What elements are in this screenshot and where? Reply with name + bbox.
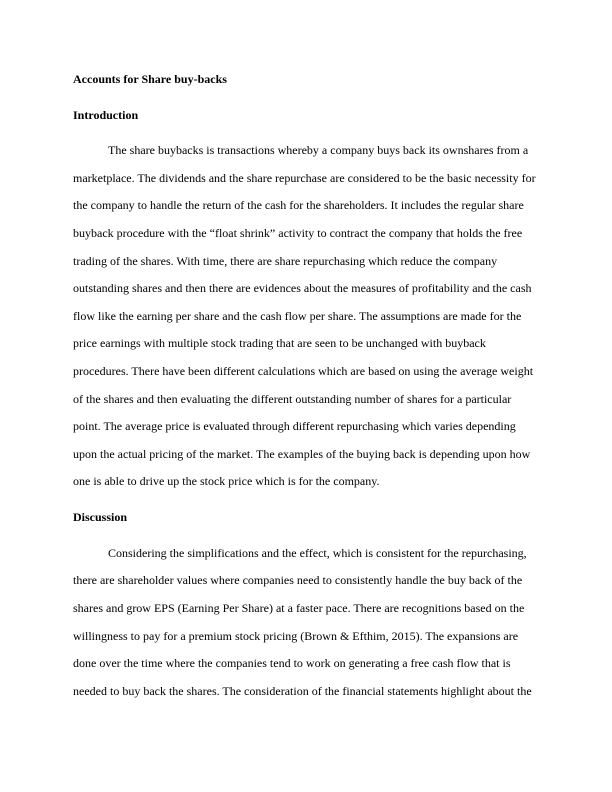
paragraph-line: Considering the simplifications and the effect, which is consistent for the repurchasing, [108, 546, 527, 560]
paragraph-line: trading of the shares. With time, there are share repurchasing which reduce the company [73, 254, 498, 268]
paragraph-line: upon the actual pricing of the market. The examples of the buying back is depending upon how [73, 447, 531, 461]
paragraph-line: the company to handle the return of the cash for the shareholders. It includes the regular share [73, 198, 524, 212]
document-title: Accounts for Share buy-backs [73, 72, 227, 86]
paragraph-line: of the shares and then evaluating the different outstanding number of shares for a particular [73, 392, 512, 406]
paragraph-line: willingness to pay for a premium stock pricing (Brown & Efthim, 2015). The expansions are [73, 629, 519, 643]
paragraph-line: shares and grow EPS (Earning Per Share) at a faster pace. There are recognitions based on the [73, 601, 525, 615]
paragraph-line: one is able to drive up the stock price which is for the company. [73, 474, 380, 488]
paragraph-line: outstanding shares and then there are evidences about the measures of profitability and the cash [73, 281, 532, 295]
paragraph-line: marketplace. The dividends and the share repurchase are considered to be the basic necessity for [73, 171, 536, 185]
paragraph-line: needed to buy back the shares. The consideration of the financial statements highlight about the [73, 684, 532, 698]
paragraph-line: price earnings with multiple stock trading that are seen to be unchanged with buyback [73, 336, 486, 350]
paragraph-line: point. The average price is evaluated through different repurchasing which varies depending [73, 419, 516, 433]
paragraph-line: flow like the earning per share and the cash flow per share. The assumptions are made for the [73, 309, 522, 323]
paragraph-line: done over the time where the companies tend to work on generating a free cash flow that is [73, 656, 511, 670]
paragraph-line: there are shareholder values where companies need to consistently handle the buy back of the [73, 573, 523, 587]
paragraph-line: buyback procedure with the “float shrink” activity to contract the company that holds the free [73, 226, 523, 240]
section-heading-introduction: Introduction [73, 108, 139, 122]
paragraph-line: procedures. There have been different calculations which are based on using the average weight [73, 364, 534, 378]
paragraph-line: The share buybacks is transactions whereby a company buys back its ownshares from a [108, 143, 529, 157]
section-heading-discussion: Discussion [73, 510, 128, 524]
